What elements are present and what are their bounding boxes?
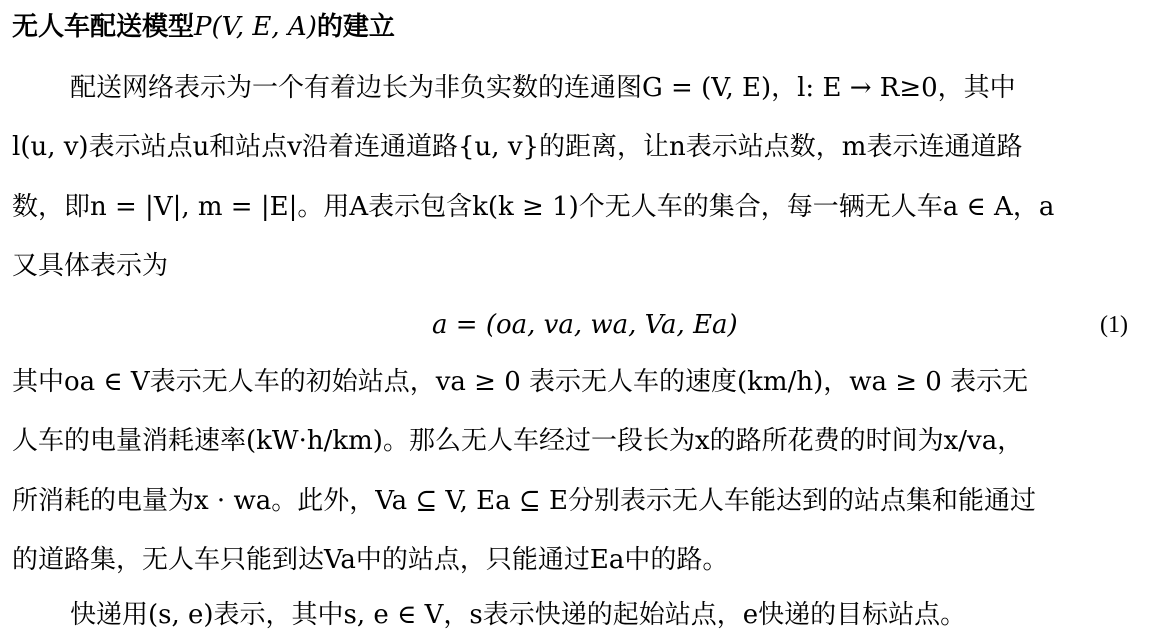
paragraph1-line1: 配送网络表示为一个有着边长为非负实数的连通图G = (V, E)，l: E → R≥0，其中 [70, 73, 1016, 103]
paragraph1-line2: l(u, v)表示站点u和站点v沿着连通道路{u, v}的距离，让n表示站点数，m表示连通道路 [12, 132, 1023, 162]
paragraph2-line4: 的道路集，无人车只能到达Va中的站点，只能通过Ea中的路。 [12, 545, 729, 575]
paragraph2-line3: 所消耗的电量为x · wa。此外，Va ⊆ V, Ea ⊆ E分别表示无人车能达到的站点集和能通过 [12, 486, 1036, 516]
paragraph3-line1: 快递用(s, e)表示，其中s, e ∈ V，s表示快递的起始站点，e快递的目标站点。 [70, 600, 967, 630]
heading-prefix: 无人车配送模型 [12, 12, 195, 42]
paragraph2-line1: 其中oa ∈ V表示无人车的初始站点，va ≥ 0 表示无人车的速度(km/h)，wa ≥ 0 表示无 [12, 367, 1029, 397]
equation-number: (1) [1100, 312, 1128, 338]
paragraph1-line3: 数，即n = |V|, m = |E|。用A表示包含k(k ≥ 1)个无人车的集合，每一辆无人车a ∈ A，a [12, 192, 1055, 222]
heading-model-symbol: P(V, E, A) [194, 12, 317, 42]
paragraph2-line2: 人车的电量消耗速率(kW·h/km)。那么无人车经过一段长为x的路所花费的时间为x/va， [12, 426, 1024, 456]
section-heading [12, 8, 395, 46]
paragraph1-line4: 又具体表示为 [12, 251, 169, 281]
heading-suffix: 的建立 [316, 12, 395, 42]
equation-vehicle-tuple: a = (oa, va, wa, Va, Ea) [432, 310, 738, 340]
